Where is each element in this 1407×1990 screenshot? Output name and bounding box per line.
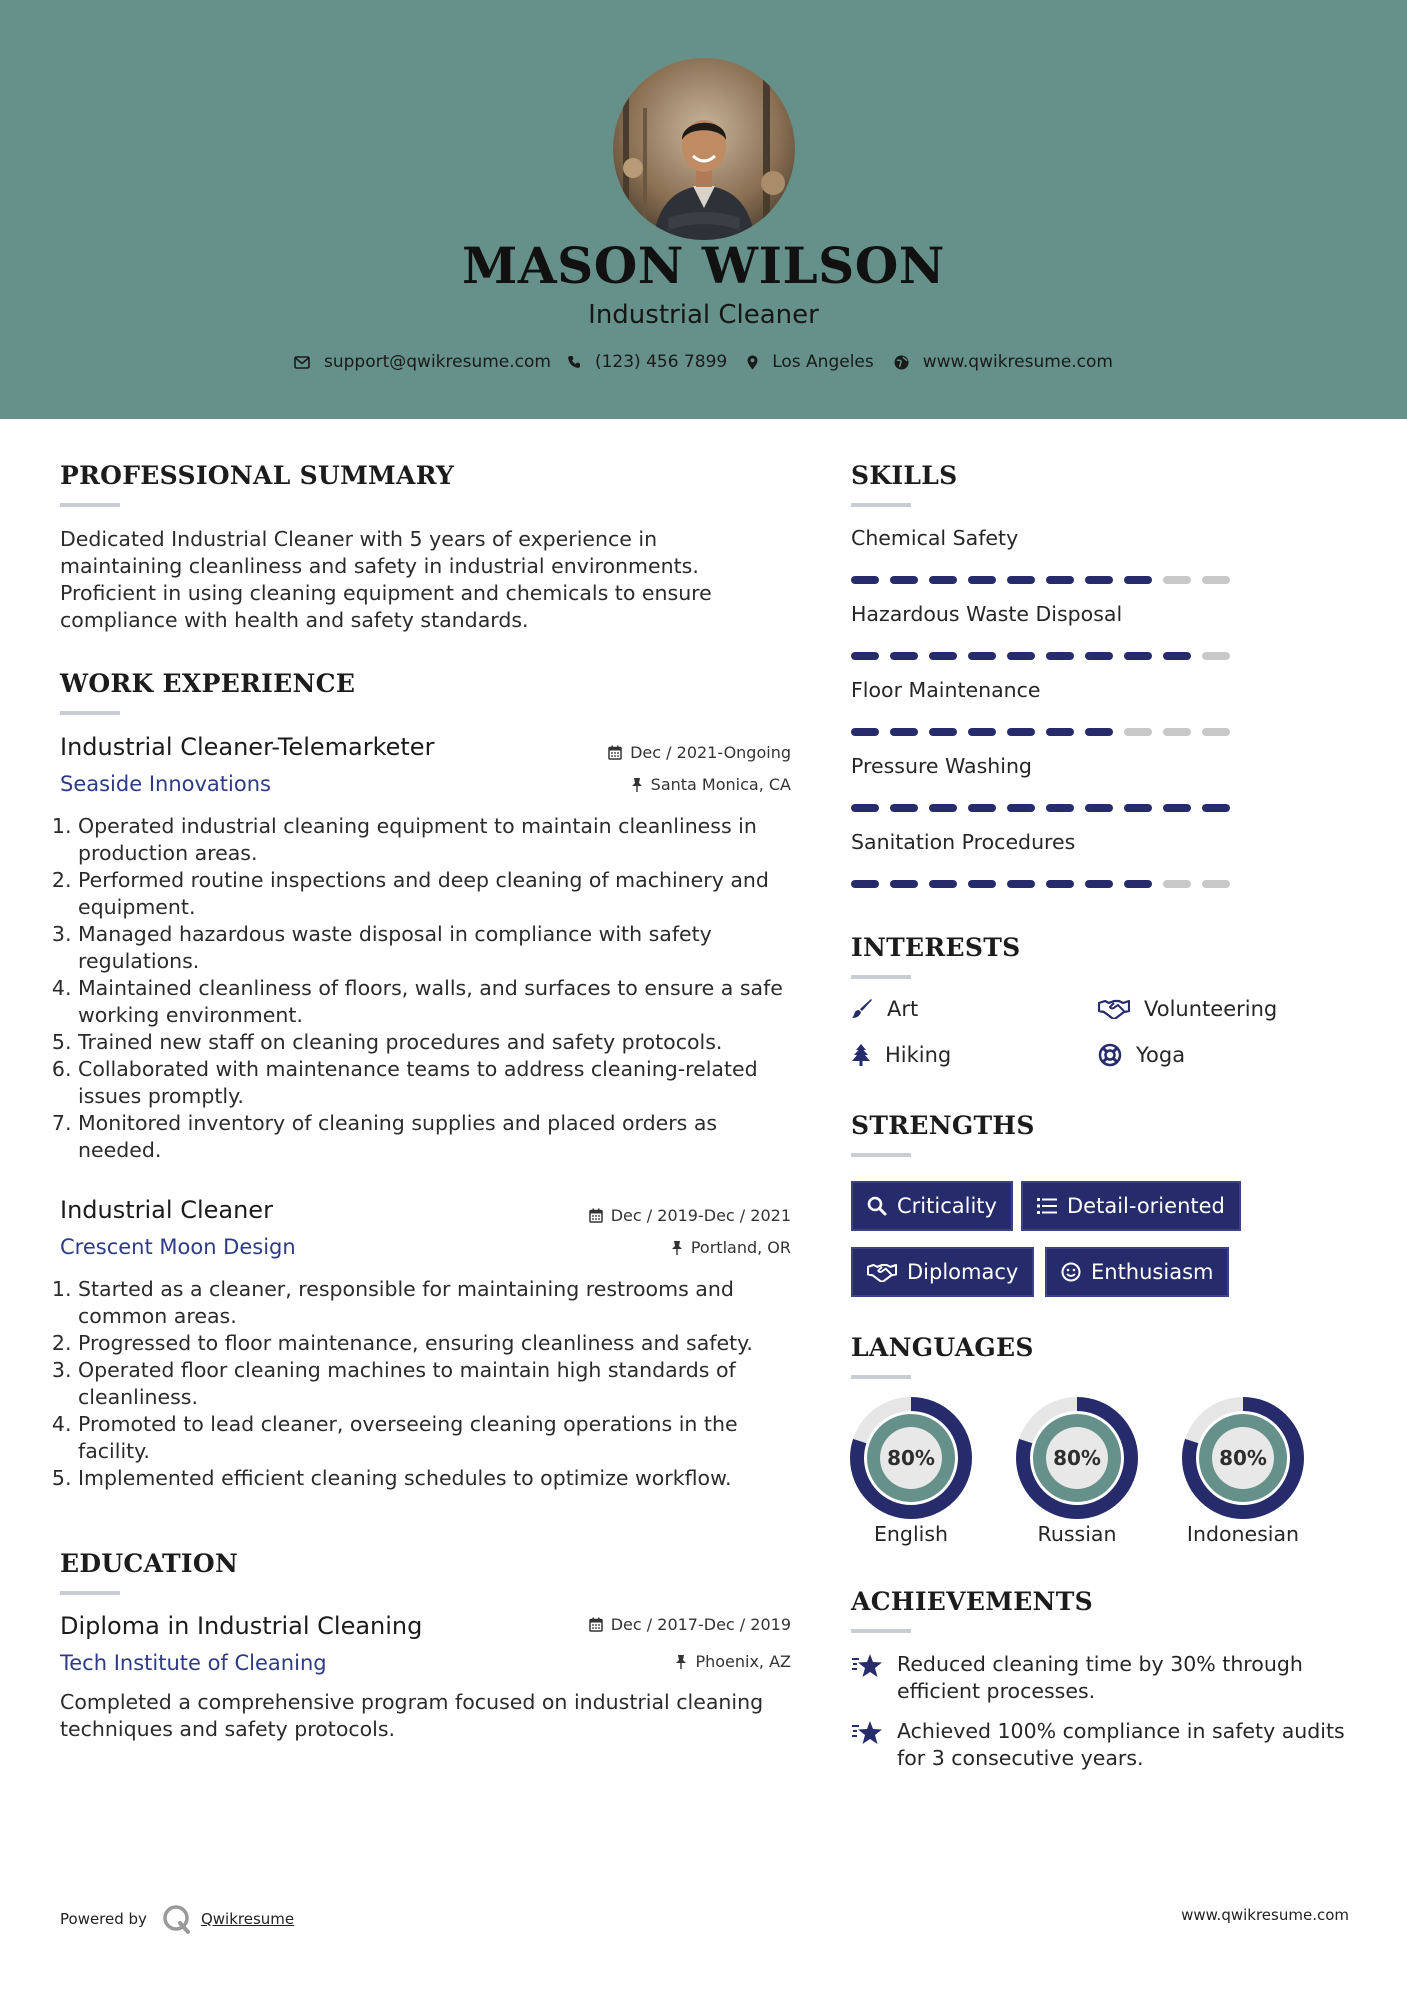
rating-dot-filled	[890, 804, 918, 812]
rating-dot-filled	[1046, 576, 1074, 584]
rating-dot-empty	[1163, 576, 1191, 584]
skill-name: Chemical Safety	[851, 526, 1019, 550]
rating-dot-filled	[890, 652, 918, 660]
education-location	[675, 1652, 791, 1671]
languages-rule	[851, 1375, 911, 1379]
rating-dot-filled	[890, 576, 918, 584]
language-item	[1015, 1396, 1139, 1546]
language-name: Indonesian	[1186, 1522, 1300, 1546]
rating-dot-filled	[1124, 652, 1152, 660]
duty-item: 5. Implemented efficient cleaning schedules to optimize workflow.	[78, 1465, 800, 1492]
calendar-icon	[608, 745, 622, 760]
education-description	[60, 1689, 820, 1743]
strength-label: Diplomacy	[907, 1260, 1019, 1284]
list-icon	[1037, 1197, 1057, 1215]
email-text: support@qwikresume.com	[324, 352, 551, 372]
rating-dot-filled	[851, 728, 879, 736]
dates-text: Dec / 2019-Dec / 2021	[610, 1206, 791, 1225]
achievement-line: efficient processes.	[897, 1679, 1096, 1703]
skills-heading: SKILLS	[851, 461, 958, 490]
language-item	[1181, 1396, 1305, 1546]
handshake-icon	[1098, 999, 1130, 1019]
rating-dot-filled	[968, 652, 996, 660]
degree-title: Diploma in Industrial Cleaning	[60, 1612, 423, 1640]
strength-label: Enthusiasm	[1091, 1260, 1214, 1284]
rating-dot-filled	[1007, 804, 1035, 812]
rating-dot-filled	[968, 880, 996, 888]
achievement-item	[851, 1718, 1371, 1772]
duty-item: 2. Performed routine inspections and deep cleaning of machinery and equipment.	[78, 867, 800, 921]
resume-header	[0, 0, 1407, 419]
summary-line: maintaining cleanliness and safety in industrial environments.	[60, 554, 699, 578]
summary-text	[60, 526, 820, 634]
rating-dot-filled	[929, 880, 957, 888]
job-company: Crescent Moon Design	[60, 1235, 296, 1259]
interest-label: Hiking	[885, 1043, 952, 1067]
skill-name: Sanitation Procedures	[851, 830, 1076, 854]
rating-dot-filled	[929, 652, 957, 660]
education-line: techniques and safety protocols.	[60, 1717, 396, 1741]
language-name: English	[873, 1522, 949, 1546]
skills-rule	[851, 503, 911, 507]
skill-rating	[851, 728, 1241, 736]
skill-name: Floor Maintenance	[851, 678, 1041, 702]
duty-item: 4. Maintained cleanliness of floors, walls, and surfaces to ensure a safe working environment.	[78, 975, 800, 1029]
interests-heading: INTERESTS	[851, 933, 1021, 962]
interests-rule	[851, 975, 911, 979]
job-dates	[608, 743, 791, 762]
achievement-line: Achieved 100% compliance in safety audits	[897, 1719, 1345, 1743]
smile-icon	[1061, 1262, 1081, 1282]
calendar-icon	[589, 1208, 603, 1223]
achievement-line: for 3 consecutive years.	[897, 1746, 1144, 1770]
rating-dot-filled	[968, 728, 996, 736]
interest-art	[851, 997, 918, 1021]
duty-item: 2. Progressed to floor maintenance, ensuring cleanliness and safety.	[78, 1330, 800, 1357]
education-line: Completed a comprehensive program focused on industrial cleaning	[60, 1690, 764, 1714]
job-dates	[589, 1206, 791, 1225]
candidate-name: MASON WILSON	[462, 236, 945, 295]
rating-dot-filled	[851, 804, 879, 812]
globe-icon	[894, 355, 909, 370]
rating-dot-empty	[1124, 728, 1152, 736]
language-name: Russian	[1037, 1522, 1117, 1546]
strength-label: Criticality	[897, 1194, 997, 1218]
language-item	[849, 1396, 973, 1546]
interest-label: Yoga	[1136, 1043, 1186, 1067]
skill-rating	[851, 804, 1241, 812]
location-text: Portland, OR	[690, 1238, 791, 1257]
qwikresume-logo-icon	[161, 1904, 193, 1934]
interest-label: Volunteering	[1144, 997, 1278, 1021]
summary-rule	[60, 503, 120, 507]
rating-dot-filled	[1085, 652, 1113, 660]
strength-badge	[1021, 1181, 1241, 1231]
contact-bar	[0, 352, 1407, 372]
language-gauge	[1015, 1396, 1139, 1520]
duty-item: 3. Managed hazardous waste disposal in compliance with safety regulations.	[78, 921, 800, 975]
dates-text: Dec / 2017-Dec / 2019	[610, 1615, 791, 1634]
duty-item: 7. Monitored inventory of cleaning supplies and placed orders as needed.	[78, 1110, 800, 1164]
achievement-text	[897, 1718, 1345, 1772]
rating-dot-filled	[1046, 880, 1074, 888]
interest-yoga	[1098, 1043, 1185, 1067]
rating-dot-filled	[851, 576, 879, 584]
experience-rule	[60, 711, 120, 715]
duty-item: 6. Collaborated with maintenance teams to address cleaning-related issues promptly.	[78, 1056, 800, 1110]
achievement-line: Reduced cleaning time by 30% through	[897, 1652, 1303, 1676]
skill-rating	[851, 576, 1241, 584]
strengths-heading: STRENGTHS	[851, 1111, 1035, 1140]
duty-item: 1. Started as a cleaner, responsible for maintaining restrooms and common areas.	[78, 1276, 800, 1330]
strength-badge	[1045, 1247, 1229, 1297]
rating-dot-filled	[1124, 880, 1152, 888]
contact-location	[747, 352, 874, 372]
achievement-text	[897, 1651, 1303, 1705]
rating-dot-filled	[1007, 652, 1035, 660]
rating-dot-filled	[1085, 728, 1113, 736]
summary-line: compliance with health and safety standards.	[60, 608, 529, 632]
contact-website[interactable]	[894, 352, 1113, 372]
skill-name: Hazardous Waste Disposal	[851, 602, 1123, 626]
strength-badge	[851, 1181, 1013, 1231]
rating-dot-empty	[1163, 880, 1191, 888]
rating-dot-filled	[1163, 652, 1191, 660]
dates-text: Dec / 2021-Ongoing	[630, 743, 791, 762]
candidate-title: Industrial Cleaner	[588, 300, 819, 330]
rating-dot-filled	[1007, 576, 1035, 584]
rating-dot-filled	[1124, 804, 1152, 812]
star-trophy-icon	[851, 1720, 883, 1746]
achievements-heading: ACHIEVEMENTS	[851, 1587, 1093, 1616]
location-text: Los Angeles	[772, 352, 874, 372]
contact-phone[interactable]	[567, 352, 727, 372]
education-heading: EDUCATION	[60, 1549, 239, 1578]
calendar-icon	[589, 1617, 603, 1632]
rating-dot-filled	[1007, 880, 1035, 888]
duty-item: 5. Trained new staff on cleaning procedures and safety protocols.	[78, 1029, 800, 1056]
contact-email[interactable]	[294, 352, 551, 372]
rating-dot-filled	[1163, 804, 1191, 812]
summary-line: Dedicated Industrial Cleaner with 5 years of experience in	[60, 527, 658, 551]
duty-item: 4. Promoted to lead cleaner, overseeing cleaning operations in the facility.	[78, 1411, 800, 1465]
interest-hiking	[851, 1043, 951, 1067]
footer-url[interactable]: www.qwikresume.com	[1181, 1906, 1349, 1924]
rating-dot-filled	[890, 880, 918, 888]
skill-rating	[851, 652, 1241, 660]
summary-heading: PROFESSIONAL SUMMARY	[60, 461, 455, 490]
language-gauge	[1181, 1396, 1305, 1520]
skill-rating	[851, 880, 1241, 888]
powered-by-label: Powered by	[60, 1910, 147, 1928]
brand-link[interactable]: Qwikresume	[200, 1910, 295, 1928]
envelope-icon	[294, 356, 310, 369]
rating-dot-filled	[929, 804, 957, 812]
rating-dot-filled	[890, 728, 918, 736]
rating-dot-empty	[1202, 576, 1230, 584]
interest-label: Art	[887, 997, 919, 1021]
phone-icon	[567, 355, 581, 369]
rating-dot-filled	[929, 576, 957, 584]
paintbrush-icon	[851, 998, 873, 1020]
rating-dot-empty	[1163, 728, 1191, 736]
languages-heading: LANGUAGES	[851, 1333, 1034, 1362]
rating-dot-filled	[1046, 728, 1074, 736]
rating-dot-filled	[1085, 880, 1113, 888]
school-name: Tech Institute of Cleaning	[60, 1651, 327, 1675]
skill-name: Pressure Washing	[851, 754, 1032, 778]
job-duties	[60, 813, 800, 1164]
achievements-rule	[851, 1629, 911, 1633]
rating-dot-filled	[968, 804, 996, 812]
rating-dot-empty	[1202, 880, 1230, 888]
language-percent: 80%	[1053, 1446, 1101, 1470]
rating-dot-filled	[851, 652, 879, 660]
job-location	[631, 775, 791, 794]
job-duties	[60, 1276, 800, 1492]
tree-icon	[851, 1044, 871, 1066]
strengths-rule	[851, 1153, 911, 1157]
achievement-item	[851, 1651, 1371, 1705]
rating-dot-filled	[1046, 652, 1074, 660]
rating-dot-empty	[1202, 652, 1230, 660]
pushpin-icon	[671, 1240, 683, 1255]
rating-dot-filled	[1085, 576, 1113, 584]
rating-dot-filled	[1124, 576, 1152, 584]
language-gauge	[849, 1396, 973, 1520]
language-percent: 80%	[887, 1446, 935, 1470]
language-percent: 80%	[1219, 1446, 1267, 1470]
rating-dot-empty	[1202, 728, 1230, 736]
rating-dot-filled	[968, 576, 996, 584]
rating-dot-filled	[1085, 804, 1113, 812]
strength-badge	[851, 1247, 1034, 1297]
location-text: Phoenix, AZ	[695, 1652, 791, 1671]
pushpin-icon	[631, 777, 643, 792]
lifebuoy-icon	[1098, 1043, 1122, 1067]
summary-line: Proficient in using cleaning equipment and chemicals to ensure	[60, 581, 712, 605]
website-text: www.qwikresume.com	[922, 352, 1113, 372]
map-pin-icon	[747, 355, 758, 370]
pushpin-icon	[675, 1654, 687, 1669]
experience-heading: WORK EXPERIENCE	[60, 669, 356, 698]
phone-text: (123) 456 7899	[594, 352, 728, 372]
search-icon	[867, 1196, 887, 1216]
duty-item: 3. Operated floor cleaning machines to maintain high standards of cleanliness.	[78, 1357, 800, 1411]
profile-photo	[613, 58, 795, 240]
rating-dot-filled	[1007, 728, 1035, 736]
strength-label: Detail-oriented	[1067, 1194, 1225, 1218]
interest-volunteering	[1098, 997, 1277, 1021]
rating-dot-filled	[1046, 804, 1074, 812]
job-company: Seaside Innovations	[60, 772, 271, 796]
location-text: Santa Monica, CA	[650, 775, 791, 794]
education-rule	[60, 1591, 120, 1595]
rating-dot-filled	[851, 880, 879, 888]
job-title: Industrial Cleaner	[60, 1196, 273, 1224]
education-dates	[589, 1615, 791, 1634]
handshake-icon	[867, 1263, 897, 1282]
duty-item: 1. Operated industrial cleaning equipment to maintain cleanliness in production areas.	[78, 813, 800, 867]
star-trophy-icon	[851, 1653, 883, 1679]
rating-dot-filled	[1202, 804, 1230, 812]
rating-dot-filled	[929, 728, 957, 736]
footer-powered	[60, 1904, 294, 1934]
job-location	[671, 1238, 791, 1257]
job-title: Industrial Cleaner-Telemarketer	[60, 733, 435, 761]
